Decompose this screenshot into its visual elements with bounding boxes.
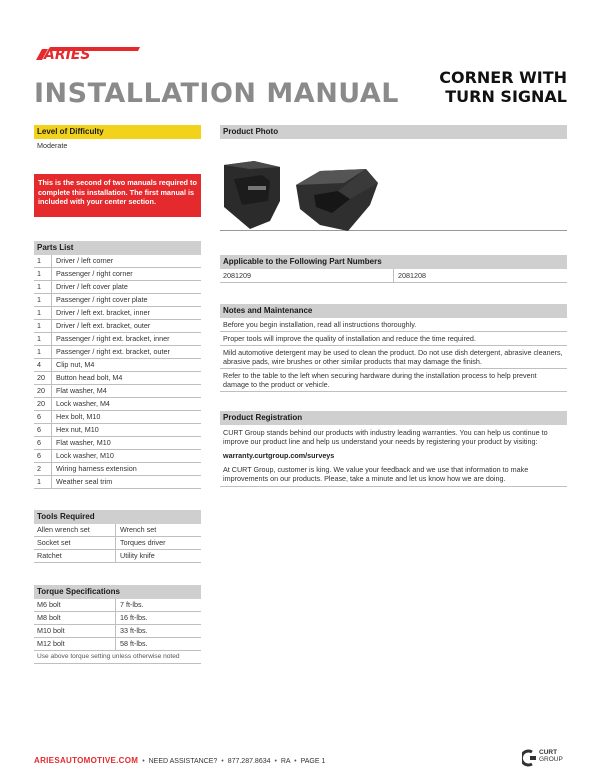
parts-row-cell: 4 [34, 359, 52, 371]
tools-section [34, 510, 201, 563]
notes-section [220, 304, 567, 392]
parts-row-cell: 1 [34, 281, 52, 293]
parts-row [34, 450, 201, 463]
curt-group-wordmark [539, 750, 563, 763]
parts-row-cell: 6 [34, 411, 52, 423]
parts-row-cell: Button head bolt, M4 [56, 373, 123, 382]
parts-row-cell: 20 [34, 372, 52, 384]
parts-row-cell: 20 [34, 385, 52, 397]
torque-row [34, 638, 201, 651]
tools-row-cell: Torques driver [120, 538, 166, 547]
parts-row [34, 346, 201, 359]
tools-row [34, 537, 201, 550]
registration-closing: At CURT Group, customer is king. We value your feedback and we use that information to make improvements on our products. Please, take a minute and let us know how we are doing. [220, 460, 567, 487]
torque-row-cell: 16 ft-lbs. [120, 613, 148, 622]
parts-row-cell: Driver / left ext. bracket, outer [56, 321, 151, 330]
note-item: Refer to the table to the left when securing hardware during the installation process to help prevent damage to the product or vehicle. [220, 369, 567, 392]
product-photo [220, 139, 567, 231]
parts-row-cell: 1 [34, 346, 52, 358]
footer-phone: 877.287.8634 [227, 758, 271, 765]
torque-row-cell: M12 bolt [34, 638, 116, 650]
part-number: 2081208 [398, 271, 426, 280]
product-photo-heading: Product Photo [220, 125, 567, 139]
part-numbers-heading: Applicable to the Following Part Numbers [220, 255, 567, 269]
parts-row-cell: 1 [34, 476, 52, 488]
parts-row-cell: Hex bolt, M10 [56, 412, 101, 421]
difficulty-section [34, 125, 201, 151]
tools-row [34, 524, 201, 537]
parts-row-cell: Hex nut, M10 [56, 425, 99, 434]
parts-list-table [34, 255, 201, 489]
product-photo-section [220, 125, 567, 231]
parts-row [34, 268, 201, 281]
torque-heading: Torque Specifications [34, 585, 201, 599]
parts-row [34, 398, 201, 411]
parts-row [34, 255, 201, 268]
parts-row [34, 372, 201, 385]
parts-row [34, 359, 201, 372]
torque-row-cell: 7 ft-lbs. [120, 600, 144, 609]
parts-row [34, 333, 201, 346]
parts-row-cell: Lock washer, M10 [56, 451, 114, 460]
difficulty-value: Moderate [37, 141, 68, 150]
aries-logo [36, 43, 140, 60]
product-photo-image [220, 139, 567, 231]
parts-row [34, 281, 201, 294]
torque-row [34, 625, 201, 638]
torque-row-cell: 33 ft-lbs. [120, 626, 148, 635]
footer-assist: NEED ASSISTANCE? [148, 758, 218, 765]
tools-row-cell: Allen wrench set [34, 524, 116, 536]
parts-list-section [34, 241, 201, 489]
torque-table [34, 599, 201, 651]
parts-row-cell: Driver / left corner [56, 256, 114, 265]
part-numbers-row [220, 269, 567, 283]
parts-row [34, 476, 201, 489]
parts-row [34, 320, 201, 333]
tools-table [34, 524, 201, 563]
red-notice: This is the second of two manuals required to complete this installation. The first manual is included with your center section. [34, 174, 201, 217]
parts-row-cell: 1 [34, 307, 52, 319]
footer-page: PAGE 1 [300, 758, 326, 765]
parts-row [34, 437, 201, 450]
parts-row-cell: Flat washer, M10 [56, 438, 111, 447]
parts-row-cell: Driver / left cover plate [56, 282, 128, 291]
curt-line1: CURT [539, 749, 558, 756]
parts-row-cell: 6 [34, 424, 52, 436]
parts-row-cell: 1 [34, 268, 52, 280]
notes-heading: Notes and Maintenance [220, 304, 567, 318]
parts-row-cell: 1 [34, 294, 52, 306]
parts-row-cell: 20 [34, 398, 52, 410]
curt-line2: GROUP [539, 755, 563, 763]
part-number: 2081209 [220, 269, 394, 282]
torque-row-cell: M6 bolt [34, 599, 116, 611]
tools-row-cell: Socket set [34, 537, 116, 549]
tools-row [34, 550, 201, 563]
parts-row [34, 307, 201, 320]
part-numbers-section [220, 255, 567, 283]
torque-row [34, 599, 201, 612]
registration-url[interactable]: warranty.curtgroup.com/surveys [223, 451, 335, 460]
torque-row-cell: M8 bolt [34, 612, 116, 624]
tools-heading: Tools Required [34, 510, 201, 524]
parts-row [34, 424, 201, 437]
product-title-line1: CORNER WITH [439, 68, 567, 87]
product-title [439, 68, 567, 106]
note-item: Before you begin installation, read all instructions thoroughly. [220, 318, 567, 332]
tools-row-cell: Ratchet [34, 550, 116, 562]
parts-row-cell: 1 [34, 333, 52, 345]
footer-code: RA [280, 758, 291, 765]
parts-row-cell: 6 [34, 437, 52, 449]
tools-row-cell: Wrench set [120, 525, 157, 534]
logo-text: ARIES [44, 47, 91, 60]
note-item: Proper tools will improve the quality of installation and reduce the time required. [220, 332, 567, 346]
parts-row-cell: Driver / left ext. bracket, inner [56, 308, 150, 317]
torque-row-cell: 58 ft-lbs. [120, 639, 148, 648]
parts-list-heading: Parts List [34, 241, 201, 255]
parts-row [34, 463, 201, 476]
footer: ARIESAUTOMOTIVE.COM • NEED ASSISTANCE? • 877.287.8634 • RA • PAGE 1 [34, 756, 326, 765]
parts-row-cell: 1 [34, 320, 52, 332]
manual-title: INSTALLATION MANUAL [34, 78, 399, 109]
parts-row-cell: Lock washer, M4 [56, 399, 110, 408]
parts-row [34, 385, 201, 398]
note-item: Mild automotive detergent may be used to clean the product. Do not use dish detergent, abrasive cleaners, abrasive pads, wire brushes or other similar products that may damage the finish. [220, 346, 567, 369]
parts-row-cell: Flat washer, M4 [56, 386, 107, 395]
parts-row-cell: Passenger / right ext. bracket, outer [56, 347, 170, 356]
parts-row-cell: 1 [34, 255, 52, 267]
parts-row [34, 294, 201, 307]
footer-site-link[interactable]: ARIESAUTOMOTIVE.COM [34, 756, 139, 765]
torque-row-cell: M10 bolt [34, 625, 116, 637]
product-title-line2: TURN SIGNAL [445, 87, 567, 106]
parts-row-cell: Weather seal trim [56, 477, 113, 486]
parts-row-cell: 2 [34, 463, 52, 475]
parts-row-cell: Passenger / right cover plate [56, 295, 148, 304]
torque-note: Use above torque setting unless otherwise noted [34, 651, 201, 664]
torque-row [34, 612, 201, 625]
parts-row [34, 411, 201, 424]
parts-row-cell: Clip nut, M4 [56, 360, 95, 369]
difficulty-heading: Level of Difficulty [34, 125, 201, 139]
registration-section [220, 411, 567, 487]
torque-section [34, 585, 201, 664]
registration-intro: CURT Group stands behind our products with industry leading warranties. You can help us continue to improve our product line and help us understand your needs by registering your product by visiting: [223, 428, 548, 446]
registration-heading: Product Registration [220, 411, 567, 425]
tools-row-cell: Utility knife [120, 551, 155, 560]
parts-row-cell: Passenger / right ext. bracket, inner [56, 334, 170, 343]
parts-row-cell: Passenger / right corner [56, 269, 133, 278]
parts-row-cell: Wiring harness extension [56, 464, 137, 473]
parts-row-cell: 6 [34, 450, 52, 462]
